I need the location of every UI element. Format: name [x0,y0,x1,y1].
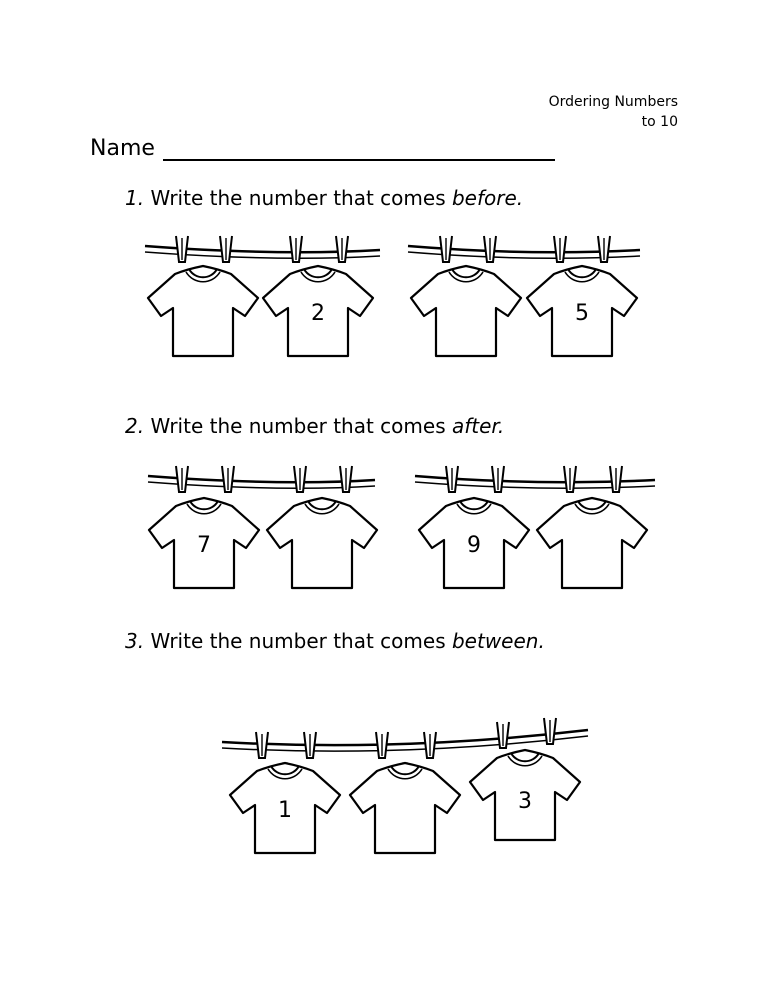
question-1-emphasis: before. [451,186,524,210]
q1-shirt-2-number: 2 [311,301,325,326]
q3-shirt-3-number: 3 [518,789,532,814]
question-1-text: Write the number that comes [150,186,452,210]
name-label: Name [90,136,155,161]
q3-clothesline [222,718,588,853]
question-3-number: 3. [125,629,145,653]
question-2-emphasis: after. [451,414,505,438]
q1-clothesline [145,236,640,356]
question-2-text: Write the number that comes [150,414,452,438]
q2-clothesline [148,466,655,588]
question-3-text: Write the number that comes [150,629,452,653]
title-line-1: Ordering Numbers [548,94,678,110]
title-line-2: to 10 [641,114,678,130]
q2-shirt-4 [537,498,647,588]
question-1-number: 1. [125,186,145,210]
q2-shirt-2 [267,498,377,588]
q1-shirt-4-number: 5 [575,301,589,326]
q1-shirt-1 [148,266,258,356]
question-2-number: 2. [125,414,145,438]
q2-shirt-1-number: 7 [197,533,211,558]
q3-shirt-1-number: 1 [278,798,292,823]
q3-shirt-2 [350,763,460,853]
question-3-emphasis: between. [451,629,545,653]
q1-shirt-3 [411,266,521,356]
q2-shirt-3-number: 9 [467,533,481,558]
